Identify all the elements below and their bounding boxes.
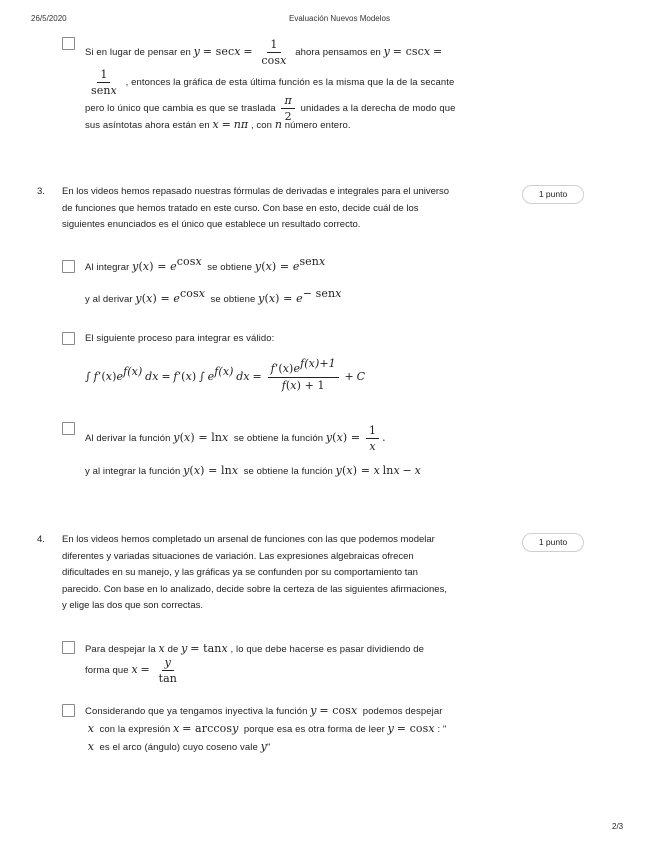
q3-text: se obtiene la función xyxy=(243,466,333,477)
q3-text: y al integrar la función xyxy=(85,466,181,477)
q4-number: 4. xyxy=(37,534,45,545)
q2-text: pero lo único que cambia es que se traslada xyxy=(85,103,276,115)
q4-prompt xyxy=(62,532,447,615)
q3-option3-checkbox[interactable] xyxy=(62,422,75,435)
q4-text: " xyxy=(266,742,271,753)
q4-text: Para despejar la xyxy=(85,644,156,655)
q3-option2-text: El siguiente proceso para integrar es válido: xyxy=(85,333,275,344)
q2-option-checkbox[interactable] xyxy=(62,37,75,50)
q4-prompt-line: dificultades en su manejo, y las gráficas ya se confunden por su comportamiento tan xyxy=(62,567,418,578)
q3-text: se obtiene la función xyxy=(233,433,324,445)
q4-text: Considerando que ya tengamos inyectiva la función xyxy=(85,706,308,717)
q4-option1-checkbox[interactable] xyxy=(62,641,75,654)
q4-text: porque esa es otra forma de leer xyxy=(243,724,385,735)
q4-option2-checkbox[interactable] xyxy=(62,704,75,717)
q2-text: Si en lugar de pensar en xyxy=(85,47,191,59)
q2-text: sus asíntotas ahora están en xyxy=(85,120,210,131)
q3-option3-line2: y al integrar la función y(x) = lnx se obtiene la función y(x) = x lnx − x xyxy=(85,464,421,477)
q4-points-badge: 1 punto xyxy=(522,533,584,552)
q3-option3-line1: Al derivar la función y(x) = lnx se obtiene la función y(x) = $\frac{1}{x}$ . xyxy=(85,424,386,453)
q3-points-badge: 1 punto xyxy=(522,185,584,204)
q4-text: es el arco (ángulo) cuyo coseno vale xyxy=(99,742,258,753)
q4-prompt-line: y elige las dos que son correctas. xyxy=(62,600,203,611)
q3-prompt-line: de funciones que hemos tratado en este curso. Con base en esto, decide cuál de los xyxy=(62,202,419,214)
q2-option-line2: $\frac{1}{\text{senx}}$ , entonces la gráfica de esta última función es la misma que la de la secante xyxy=(91,68,455,97)
q3-option1-line1: Al integrar $y(x) = e^{cosx}$ se obtiene $y(x) = e^{senx}$ xyxy=(85,255,326,273)
q3-option1-checkbox[interactable] xyxy=(62,260,75,273)
q4-option2-line3: x es el arco (ángulo) cuyo coseno vale y" xyxy=(87,740,271,753)
q4-option1-line2: forma que x = $\frac{y}{\tan}$ xyxy=(85,656,177,685)
document-title: Evaluación Nuevos Modelos xyxy=(289,14,390,23)
q4-text: forma que xyxy=(85,665,129,677)
q3-prompt-line: siguientes enunciados es el único que establece un resultado correcto. xyxy=(62,219,361,230)
q4-prompt-line: diferentes y variadas situaciones de variación. Las expresiones algebraicas ofrecen xyxy=(62,550,414,562)
q4-text: , lo que debe hacerse es pasar dividiendo de xyxy=(230,644,425,655)
q4-prompt-line: parecido. Con base en lo analizado, decide sobre la certeza de las siguientes afirmaciones, xyxy=(62,583,447,595)
q3-text: Al derivar la función xyxy=(85,433,171,445)
q4-option2-line1: Considerando que ya tengamos inyectiva la función y = cosx podemos despejar xyxy=(85,704,443,717)
q2-text: número entero. xyxy=(284,120,351,131)
q3-number: 3. xyxy=(37,186,45,197)
q4-option2-line2: x con la expresión x = arccosy porque esa es otra forma de leer y = cosx : " xyxy=(87,722,447,735)
q3-option2-checkbox[interactable] xyxy=(62,332,75,345)
q3-text: se obtiene xyxy=(210,294,256,305)
q3-option2-formula: ∫ $f’(x)e^{f(x)}$ dx = f’(x) ∫ $e^{f(x)}$ dx = $\frac{f’(x)e^{f(x)+1}}{f(x) + 1}$ + C xyxy=(85,357,366,392)
q3-text: Al integrar xyxy=(85,262,130,273)
q4-text: de xyxy=(167,644,179,655)
print-date: 26/5/2020 xyxy=(31,14,67,23)
q2-option-line1: Si en lugar de pensar en y = secx = $\frac{1}{\cos x}$ ahora pensamos en y = cscx = xyxy=(85,38,443,67)
q2-text: , entonces la gráfica de esta última función es la misma que la de la secante xyxy=(125,77,455,89)
q4-text: con la expresión xyxy=(99,724,171,735)
q4-option1-line1: Para despejar la x de y = tanx , lo que debe hacerse es pasar dividiendo de xyxy=(85,642,425,655)
q2-text: , con xyxy=(250,120,273,131)
q3-text: se obtiene xyxy=(207,262,253,273)
q2-option-line4: sus asíntotas ahora están en x = nπ , con n número entero. xyxy=(85,118,351,131)
q3-text: y al derivar xyxy=(85,294,133,305)
q3-prompt xyxy=(62,184,449,234)
q3-option1-line2: y al derivar $y(x) = e^{cosx}$ se obtiene $y(x) = e^{- senx}$ xyxy=(85,287,342,305)
q4-prompt-line: En los videos hemos completado un arsenal de funciones con las que podemos modelar xyxy=(62,534,435,545)
page-number: 2/3 xyxy=(612,822,624,831)
q4-text: podemos despejar xyxy=(362,706,443,717)
q2-option-line3: pero lo único que cambia es que se traslada $\frac{\pi}{2}$ unidades a la derecha de modo que xyxy=(85,94,456,123)
q2-text: unidades a la derecha de modo que xyxy=(300,103,456,115)
q3-prompt-line: En los videos hemos repasado nuestras fórmulas de derivadas e integrales para el universo xyxy=(62,186,450,197)
q4-text: : " xyxy=(437,724,447,735)
q2-text: ahora pensamos en xyxy=(295,47,381,59)
